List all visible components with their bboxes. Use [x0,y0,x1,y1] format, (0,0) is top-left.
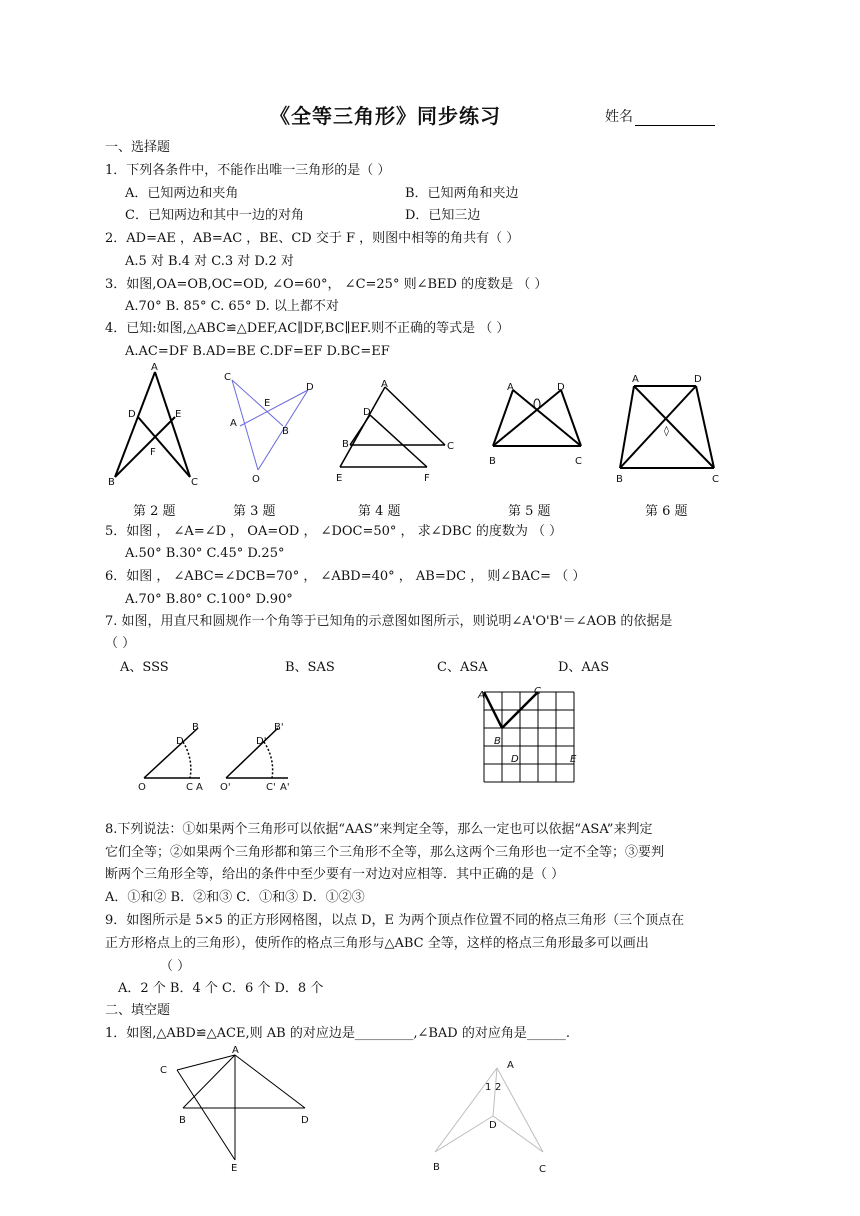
caption-q3: 第 3 题 [233,504,276,519]
svg-text:B: B [433,1162,440,1173]
q7-option-c: C、ASA [437,660,488,675]
q6-stem: 6．如图 ， ∠ABC=∠DCB=70° ， ∠ABD=40° ， AB=DC ， 则∠BAC= （ ） [105,569,586,584]
q2-stem: 2．AD=AE ，AB=AC ，BE、CD 交于 F ，则图中相等的角共有（ ） [105,231,520,246]
caption-q6: 第 6 题 [645,504,688,519]
svg-text:B: B [494,736,501,747]
figure-q4 [330,375,465,485]
page-title: 《全等三角形》同步练习 [270,104,501,128]
f1-stem: 1．如图,△ABD≌△ACE,则 AB 的对应边是_________,∠BAD 的对应角是______. [105,1026,570,1041]
svg-text:F: F [424,473,430,484]
figure-q5 [485,378,595,473]
q7-option-d: D、AAS [558,660,610,675]
caption-q2: 第 2 题 [133,504,176,519]
q6-options: A.70° B.80° C.100° D.90° [125,592,293,607]
svg-text:D: D [363,407,371,418]
svg-text:A: A [196,782,203,793]
svg-text:C': C' [266,782,276,793]
svg-text:2: 2 [495,1082,502,1093]
svg-text:E: E [175,409,182,420]
q8-line3: 断两个三角形全等，给出的条件中至少要有一对边对应相等．其中正确的是（ ） [105,867,565,882]
svg-text:A': A' [280,782,290,793]
q1-option-a: A．已知两边和夹角 [125,186,239,201]
figure-f1-left [155,1045,325,1175]
section-choice: 一、选择题 [105,140,171,155]
svg-text:B: B [179,1115,186,1126]
svg-text:◊: ◊ [664,426,669,437]
svg-text:E: E [336,473,343,484]
q7-option-b: B、SAS [285,660,335,675]
svg-text:B': B' [274,722,284,733]
q4-stem: 4．已知:如图,△ABC≌△DEF,AC∥DF,BC∥EF.则不正确的等式是 （ ） [105,321,510,336]
svg-text:D: D [557,382,565,393]
q7-paren: （ ） [105,636,136,651]
svg-text:C: C [539,1164,546,1175]
svg-text:A: A [507,1060,514,1071]
svg-text:D': D' [256,736,267,747]
svg-text:O: O [252,474,260,485]
figure-q3 [220,368,330,488]
caption-q4: 第 4 题 [358,504,401,519]
svg-text:D: D [128,409,136,420]
q7-option-a: A、SSS [120,660,169,675]
svg-text:D: D [489,1120,497,1131]
svg-text:A: A [230,418,237,429]
svg-text:A: A [478,690,485,701]
svg-text:A: A [507,382,514,393]
svg-text:C: C [447,441,454,452]
svg-text:O': O' [220,782,231,793]
figure-q6 [612,372,727,487]
svg-text:D: D [176,736,184,747]
q7-stem: 7. 如图，用直尺和圆规作一个角等于已知角的示意图如图所示，则说明∠A'O'B'＝∠AOB 的依据是 [105,614,673,629]
q1-stem: 1．下列各条件中，不能作出唯一三角形的是（ ） [105,163,391,178]
svg-text:B: B [108,477,115,488]
svg-text:C: C [534,686,541,697]
figure-f2-right [425,1058,565,1178]
svg-text:F: F [150,447,156,458]
q9-line1: 9．如图所示是 5×5 的正方形网格图，以点 D，E 为两个顶点作位置不同的格点三角形（三个顶点在 [105,913,685,928]
svg-text:D: D [694,374,702,385]
svg-text:C: C [575,456,582,467]
q3-options: A.70° B. 85° C. 65° D. 以上都不对 [125,299,339,314]
svg-text:B: B [489,456,496,467]
q1-option-d: D．已知三边 [405,208,481,223]
svg-text:E: E [231,1163,238,1174]
name-field[interactable] [605,106,715,126]
name-label: 姓名 [605,109,633,125]
svg-text:B: B [282,426,289,437]
svg-text:B: B [342,439,349,450]
q2-options: A.5 对 B.4 对 C.3 对 D.2 对 [125,254,294,269]
q1-option-c: C．已知两边和其中一边的对角 [125,208,304,223]
q9-line2: 正方形格点上的三角形），使所作的格点三角形与△ABC 全等，这样的格点三角形最多可以画出 [105,936,649,951]
q9-options: A．2 个 B．4 个 C．6 个 D．8 个 [118,981,324,996]
name-blank[interactable] [635,111,715,126]
svg-text:E: E [264,398,271,409]
svg-text:A: A [632,374,639,385]
svg-text:C: C [224,372,231,383]
svg-text:A: A [232,1045,239,1056]
figure-q7-compass [138,718,298,798]
q8-line2: 它们全等；②如果两个三角形都和第三个三角形不全等，那么这两个三角形也一定不全等；③要判 [105,845,665,860]
svg-text:D: D [306,382,314,393]
q5-stem: 5．如图 ， ∠A=∠D ， OA=OD ， ∠DOC=50° ， 求∠DBC 的度数为 （ ） [105,524,563,539]
svg-text:D: D [511,754,519,765]
q8-line1: 8.下列说法：①如果两个三角形可以依据“AAS”来判定全等，那么一定也可以依据“ASA”来判定 [105,822,653,837]
svg-text:C: C [186,782,193,793]
svg-text:C: C [160,1065,167,1076]
svg-text:B: B [192,722,199,733]
q4-options: A.AC=DF B.AD=BE C.DF=EF D.BC=EF [125,344,390,359]
svg-text:D: D [301,1115,309,1126]
caption-q5: 第 5 题 [508,504,551,519]
section-fill: 二、填空题 [105,1003,171,1018]
svg-text:B: B [616,474,623,485]
svg-text:A: A [151,362,158,373]
svg-text:E: E [570,754,577,765]
svg-text:1: 1 [485,1082,492,1093]
figure-q9-grid [476,686,586,804]
svg-text:O: O [138,782,146,793]
svg-text:C: C [712,474,719,485]
q3-stem: 3．如图,OA=OB,OC=OD, ∠O=60°， ∠C=25° 则∠BED 的度数是 （ ） [105,277,548,292]
q9-paren: （ ） [160,959,191,974]
svg-text:C: C [191,477,198,488]
q1-option-b: B．已知两角和夹边 [405,186,519,201]
q8-options: A．①和② B．②和③ C．①和③ D．①②③ [105,890,365,905]
q5-options: A.50° B.30° C.45° D.25° [125,546,285,561]
figure-q2 [100,362,210,492]
svg-text:A: A [381,379,388,390]
